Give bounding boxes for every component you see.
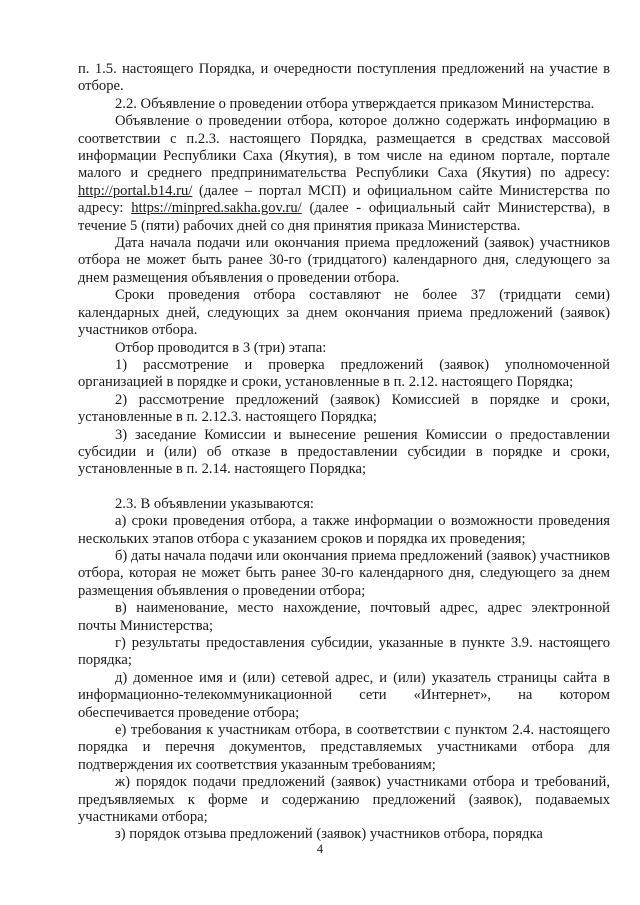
- paragraph-p8: [78, 427, 610, 479]
- paragraph-text: 3) заседание Комиссии и вынесение решения Комиссии о предоставлении субсидии и (или) об отказе в предоставлении субсидии в порядке и сроки, установленные в п. 2.14. настоящего Порядка;: [78, 426, 610, 478]
- paragraph-text: 2.3. В объявлении указываются:: [115, 495, 314, 512]
- section-gap: [78, 479, 610, 496]
- document-body: [78, 61, 610, 844]
- paragraph-text: Сроки проведения отбора составляют не более 37 (тридцати семи) календарных дней, следующих за днем окончания приема предложений (заявок) участников отбора.: [78, 287, 610, 339]
- hyperlink[interactable]: https://minpred.sakha.gov.ru/: [131, 200, 302, 217]
- page-number: 4: [316, 842, 324, 856]
- paragraph-p12: [78, 600, 610, 635]
- paragraph-p4: [78, 287, 610, 339]
- paragraph-text: Объявление о проведении отбора, которое должно содержать информацию в соответствии с п.2.3. настоящего Порядка, размещается в средствах массовой информации Республики Саха (Якутия), в том числе на едином портале, портале малого и среднего предпринимательства Республики Саха (Якутия) по адресу:: [78, 113, 610, 182]
- paragraph-text: б) даты начала подачи или окончания приема предложений (заявок) участников отбора, которая не может быть ранее 30-го календарного дня, следующего за днем размещения объявления о проведении отбора;: [78, 547, 611, 599]
- paragraph-text: г) результаты предоставления субсидии, указанные в пункте 3.9. настоящего порядка;: [78, 635, 610, 669]
- paragraph-p14: [78, 670, 610, 722]
- hyperlink[interactable]: http://portal.b14.ru/: [78, 182, 193, 199]
- paragraph-p3: [78, 235, 610, 287]
- paragraph-p9: [78, 496, 610, 513]
- paragraph-text: а) сроки проведения отбора, а также информации о возможности проведения нескольких этапов отбора с указанием сроков и порядка их проведения;: [78, 513, 610, 547]
- paragraph-p6: [78, 357, 610, 392]
- paragraph-text: з) порядок отзыва предложений (заявок) участников отбора, порядка: [115, 826, 543, 843]
- paragraph-text: д) доменное имя и (или) сетевой адрес, и (или) указатель страницы сайта в информационно-телекоммуникационной сети «Интернет», на котором обеспечивается проведение отбора;: [78, 669, 610, 721]
- paragraph-text: 2.2. Объявление о проведении отбора утверждается приказом Министерства.: [115, 95, 595, 112]
- paragraph-p2: [78, 113, 610, 235]
- paragraph-p10: [78, 513, 610, 548]
- paragraph-p15: [78, 722, 610, 774]
- paragraph-text: Дата начала подачи или окончания приема предложений (заявок) участников отбора не может быть ранее 30-го (тридцатого) календарного дня, следующего за днем размещения объявления о проведении отбора.: [78, 235, 610, 286]
- paragraph-p5: [78, 340, 610, 357]
- paragraph-text: е) требования к участникам отбора, в соответствии с пунктом 2.4. настоящего порядка и перечня документов, представляемых участниками отбора для подтверждения их соответствия указанным требованиям;: [78, 722, 610, 773]
- paragraph-text: ж) порядок подачи предложений (заявок) участниками отбора и требований, предъявляемых к форме и содержанию предложений (заявок), подаваемых участниками отбора;: [78, 774, 610, 826]
- paragraph-p13: [78, 635, 610, 670]
- paragraph-text: в) наименование, место нахождение, почтовый адрес, адрес электронной почты Министерства;: [78, 600, 610, 634]
- paragraph-text: п. 1.5. настоящего Порядка, и очередности поступления предложений на участие в отборе.: [78, 61, 610, 95]
- paragraph-text: Отбор проводится в 3 (три) этапа:: [115, 339, 327, 356]
- paragraph-p11: [78, 548, 610, 600]
- paragraph-p16: [78, 774, 610, 826]
- paragraph-p7: [78, 392, 610, 427]
- paragraph-text: 1) рассмотрение и проверка предложений (заявок) уполномоченной организацией в порядке и сроки, установленные в п. 2.12. настоящего Порядка;: [78, 356, 610, 391]
- paragraph-text: 2) рассмотрение предложений (заявок) Комиссией в порядке и сроки, установленные в п. 2.12.3. настоящего Порядка;: [78, 391, 610, 426]
- paragraph-text: (далее - официальный сайт Министерства), в течение 5 (пяти) рабочих дней со дня принятия приказа Министерства.: [78, 200, 610, 234]
- paragraph-text: (далее – портал МСП) и официальном сайте Министерства по адресу:: [78, 182, 610, 217]
- paragraph-p0: [78, 61, 610, 96]
- paragraph-p1: [78, 96, 610, 113]
